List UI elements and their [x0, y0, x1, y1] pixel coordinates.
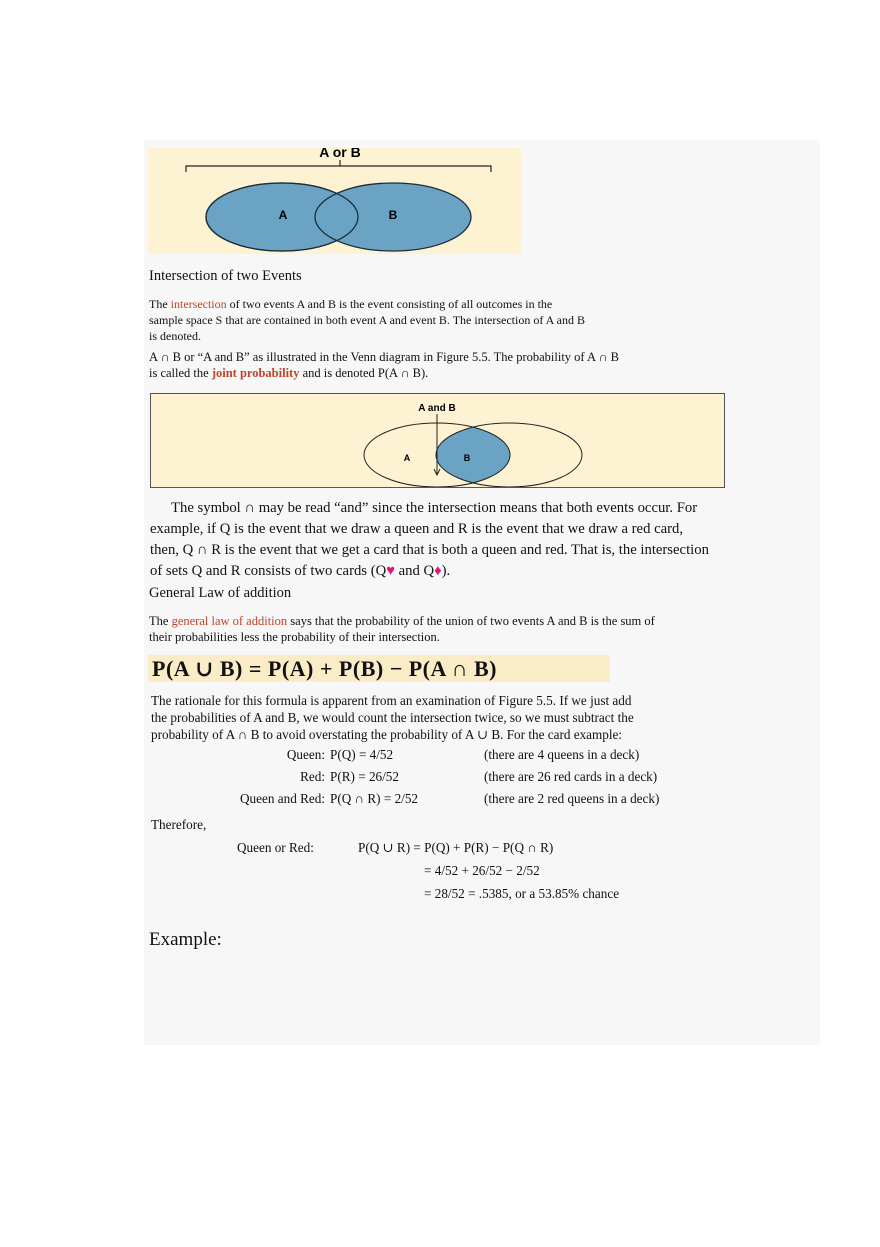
- calc-line-3: = 28/52 = .5385, or a 53.85% chance: [424, 886, 620, 901]
- queen-or-red-calculation: [150, 840, 710, 909]
- addition-heading: General Law of addition: [149, 585, 292, 601]
- venn-label-a: A: [278, 208, 288, 222]
- intersection-symbol-paragraph: The symbol ∩ may be read “and” since the intersection means that both events occur. For example, if Q is the event that we draw a queen and R is the event that we draw a red card, then, Q ∩ R is the event that we get a card that is both a queen and red. That is, the intersection of sets Q and R consists of two cards (Q♥ and Q♦).: [150, 500, 709, 579]
- addition-definition: The general law of addition says that the probability of the union of two events A and B is the sum of their probabilities less the probability of their intersection.: [149, 614, 655, 644]
- venn-union-svg: [148, 148, 521, 254]
- heart-suit-icon: ♥: [386, 563, 395, 579]
- table-row: Queen: P(Q) = 4/52 (there are 4 queens in a deck): [286, 747, 640, 762]
- calc-line-1: P(Q ∪ R) = P(Q) + P(R) − P(Q ∩ R): [358, 840, 554, 855]
- joint-probability-text: A ∩ B or “A and B” as illustrated in the Venn diagram in Figure 5.5. The probability of A ∩ B is called the joint probability and is denoted P(A ∩ B).: [149, 350, 619, 380]
- venn-union-caption: A or B: [319, 148, 361, 160]
- venn-intersection-svg: [151, 394, 724, 487]
- venn-union-figure: [148, 148, 521, 254]
- addition-formula: P(A ∪ B) = P(A) + P(B) − P(A ∩ B): [152, 656, 497, 681]
- venn-intersection-caption: A and B: [418, 403, 456, 414]
- joint-probability-term: joint probability: [211, 366, 300, 380]
- venn-label-b: B: [388, 208, 398, 222]
- general-law-term: general law of addition: [171, 614, 288, 628]
- calc-label: Queen or Red:: [237, 840, 314, 855]
- intersection-definition: The intersection of two events A and B is the event consisting of all outcomes in the sample space S that are contained in both event A and event B. The intersection of A and B is denoted.: [149, 297, 586, 343]
- intersection-term: intersection: [170, 297, 227, 311]
- intersection-heading: Intersection of two Events: [149, 268, 302, 284]
- diamond-suit-icon: ♦: [434, 563, 442, 579]
- example-heading: Example:: [149, 929, 222, 950]
- card-example-table: [150, 747, 710, 813]
- venn2-label-a: A: [403, 453, 411, 463]
- venn-intersection-figure: [150, 393, 725, 488]
- calc-line-2: = 4/52 + 26/52 − 2/52: [424, 863, 540, 878]
- rationale-paragraph: The rationale for this formula is apparent from an examination of Figure 5.5. If we just add the probabilities of A and B, we would count the intersection twice, so we must subtract the probability of A ∩ B to avoid overstating the probability of A ∪ B. For the card example:: [151, 693, 634, 742]
- venn2-label-b: B: [463, 453, 471, 463]
- therefore-label: Therefore,: [151, 817, 207, 832]
- table-row: Red: P(R) = 26/52 (there are 26 red cards in a deck): [300, 769, 658, 784]
- table-row: Queen and Red: P(Q ∩ R) = 2/52 (there are 2 red queens in a deck): [240, 791, 660, 806]
- union-bracket: [186, 166, 491, 172]
